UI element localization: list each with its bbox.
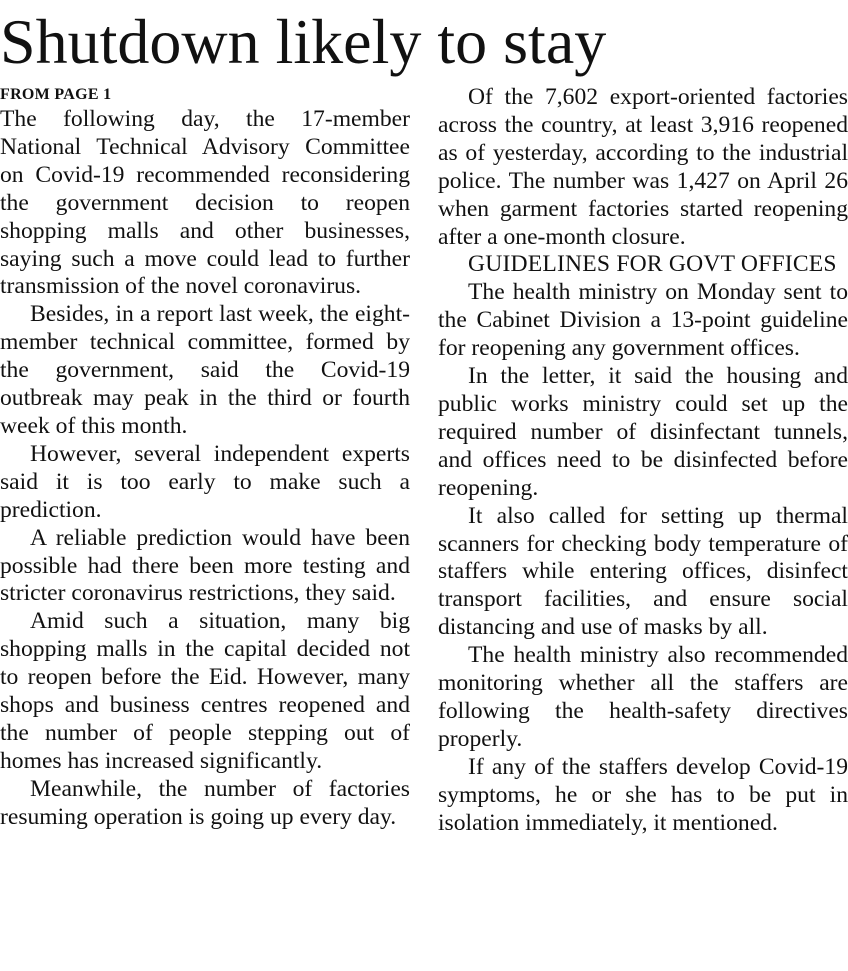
paragraph: Besides, in a report last week, the eight-member technical committee, formed by the government, said the Covid-19 outbreak may peak in the third or fourth week of this month.	[0, 301, 410, 439]
left-column	[0, 84, 410, 832]
paragraph: Of the 7,602 export-oriented factories across the country, at least 3,916 reopened as of yesterday, according to the industrial police. The number was 1,427 on April 26 when garment factories started reopening after a one-month closure.	[438, 84, 848, 250]
paragraph: A reliable prediction would have been possible had there been more testing and stricter coronavirus restrictions, they said.	[0, 524, 410, 607]
paragraph: Meanwhile, the number of factories resuming operation is going up every day.	[0, 775, 410, 830]
subheading: GUIDELINES FOR GOVT OFFICES	[468, 251, 837, 278]
headline: Shutdown likely to stay	[0, 6, 607, 77]
paragraph: If any of the staffers develop Covid-19 symptoms, he or she has to be put in isolation immediately, it mentioned.	[438, 753, 848, 836]
paragraph: The health ministry on Monday sent to the Cabinet Division a 13-point guideline for reopening any government offices.	[438, 279, 848, 362]
paragraph: It also called for setting up thermal scanners for checking body temperature of staffers while entering offices, disinfect transport facilities, and ensure social distancing and use of masks by all.	[438, 502, 848, 641]
paragraph: The following day, the 17-member National Technical Advisory Committee on Covid-19 recommended reconsidering the government decision to reopen shopping malls and other businesses, saying such a move could lead to further transmission of the novel coronavirus.	[0, 106, 410, 300]
paragraph: However, several independent experts said it is too early to make such a prediction.	[0, 440, 410, 523]
kicker-from-page: FROM PAGE 1	[0, 86, 112, 103]
paragraph: Amid such a situation, many big shopping malls in the capital decided not to reopen before the Eid. However, many shops and business centres reopened and the number of people stepping out of homes has increased significantly.	[0, 608, 410, 774]
paragraph: The health ministry also recommended monitoring whether all the staffers are following the health-safety directives properly.	[438, 642, 848, 752]
right-column	[438, 84, 848, 837]
paragraph: In the letter, it said the housing and public works ministry could set up the required number of disinfectant tunnels, and offices need to be disinfected before reopening.	[438, 363, 848, 501]
